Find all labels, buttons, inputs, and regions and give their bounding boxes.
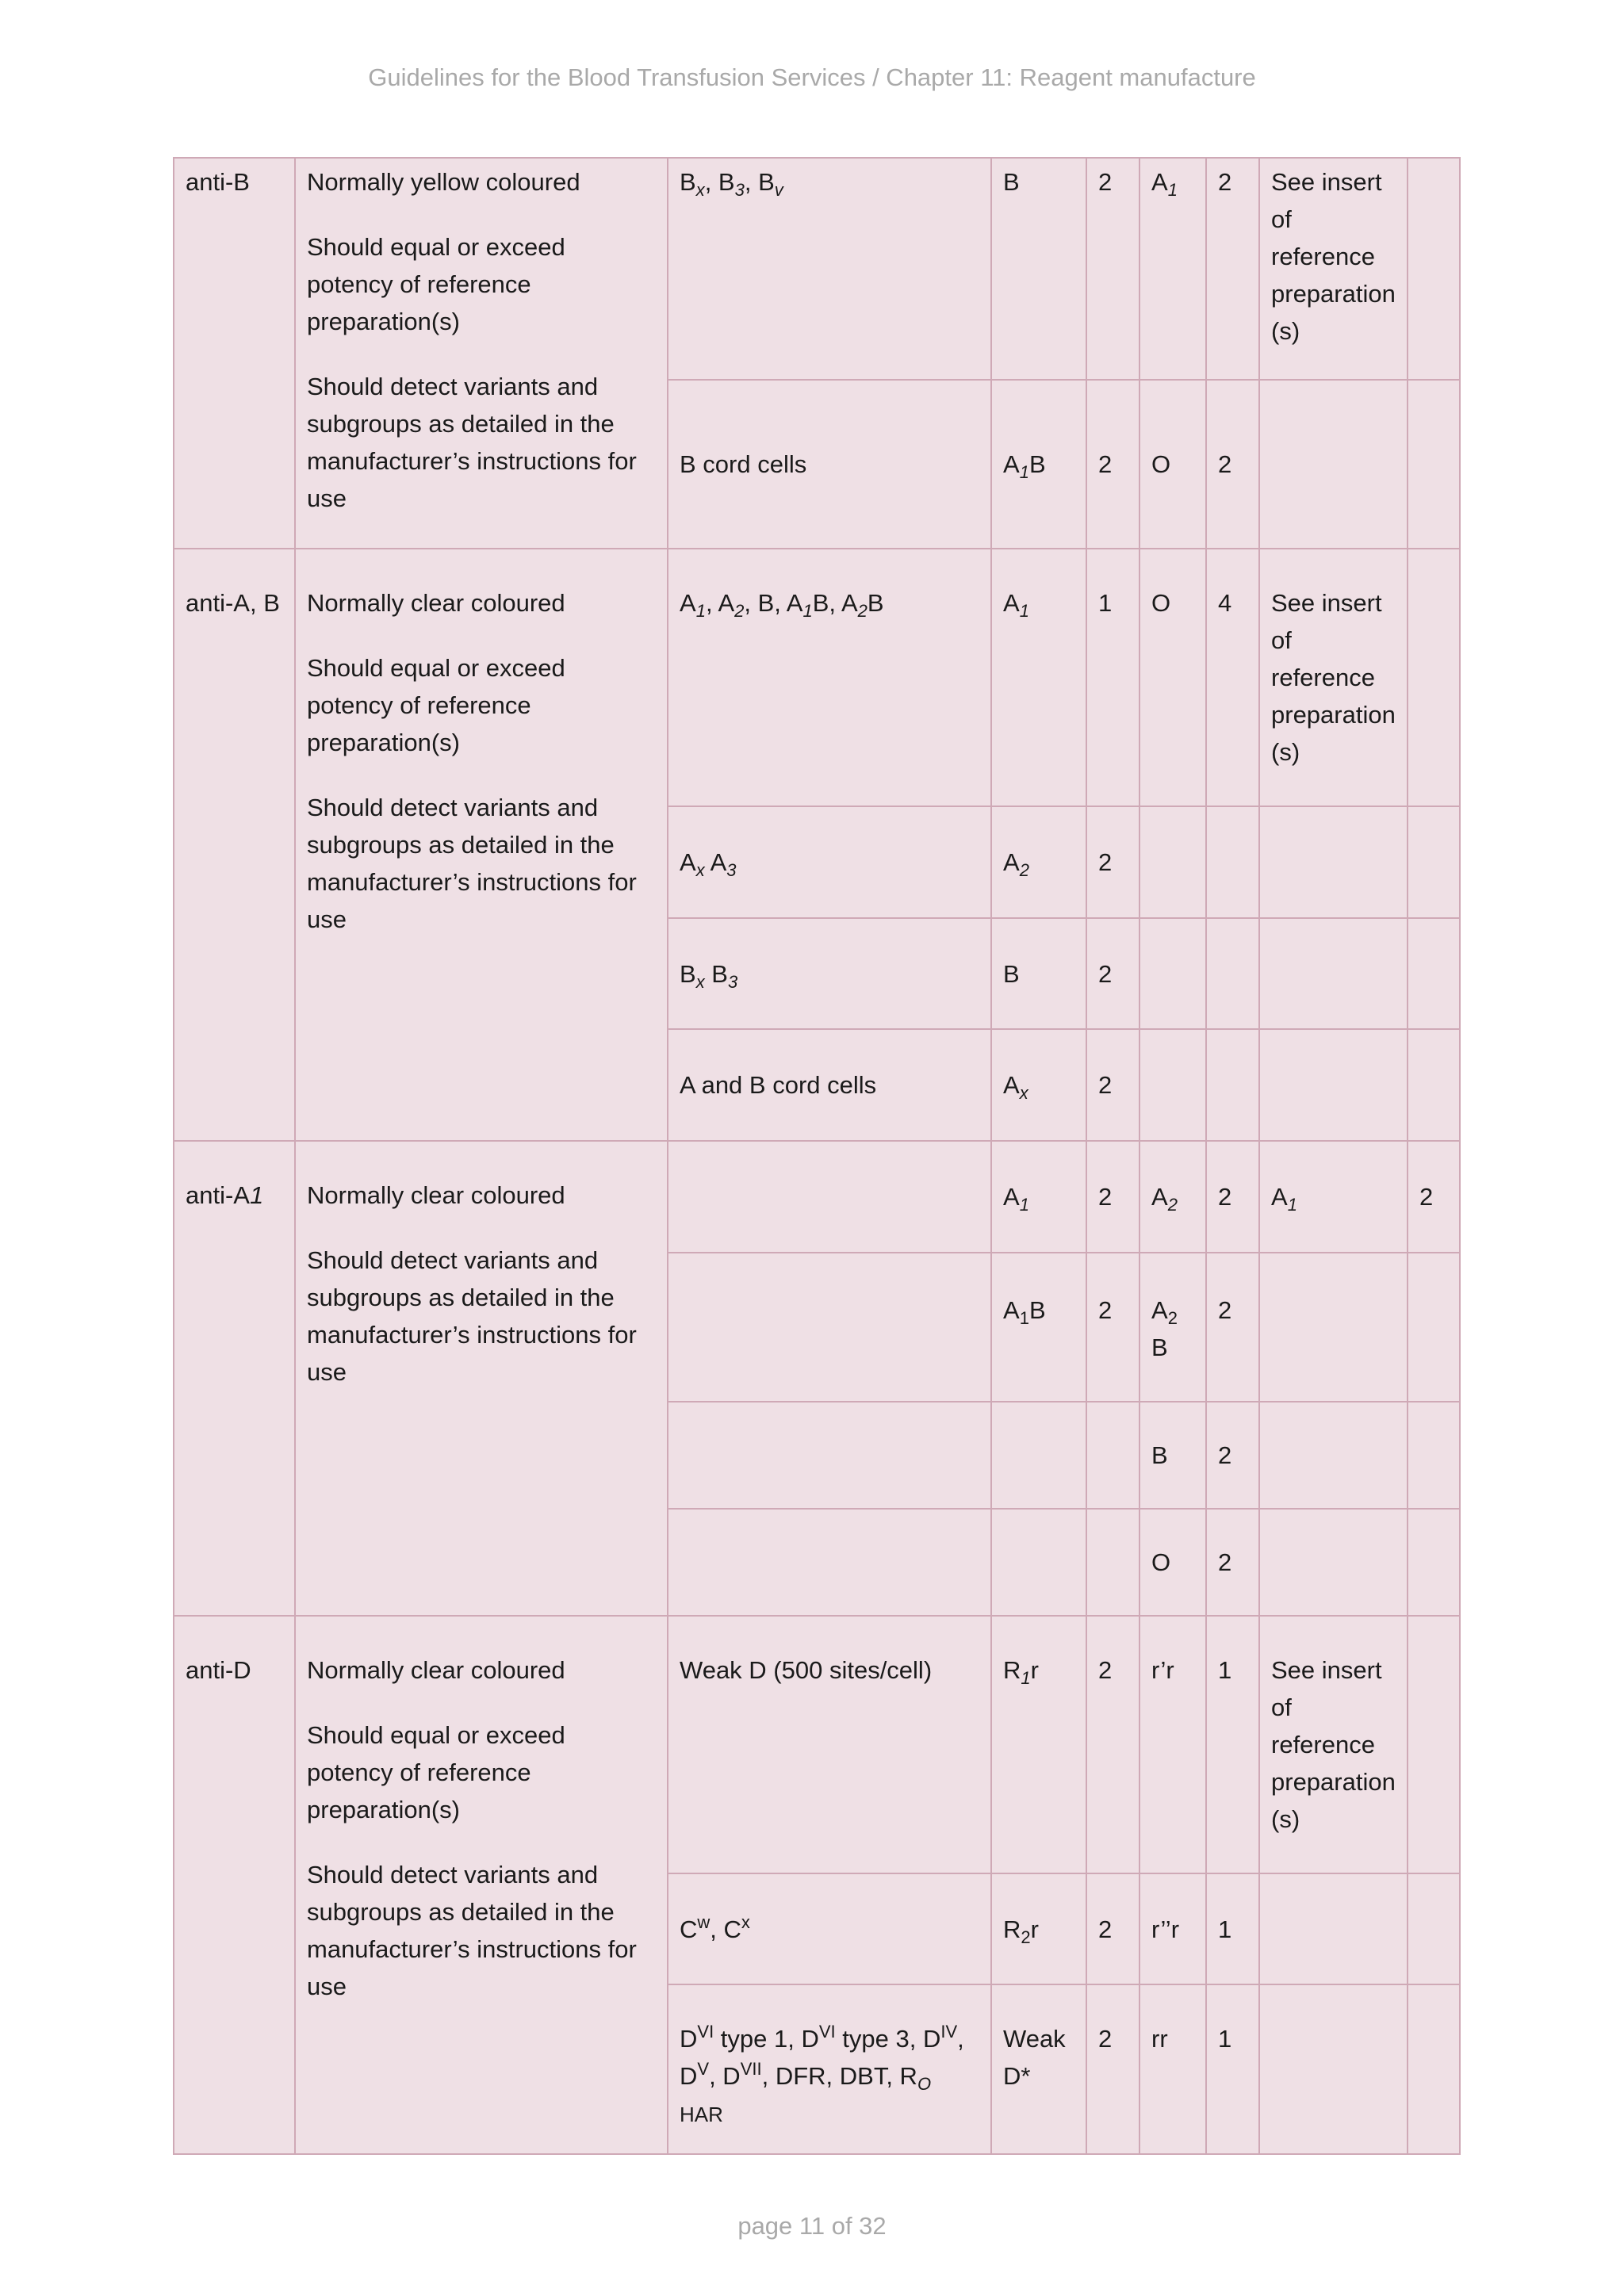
- count: 1: [1206, 1873, 1259, 1984]
- positive-cells: $A_1$: [991, 1141, 1086, 1253]
- table-row: [174, 549, 1460, 806]
- reagent-requirements: Normally clear coloured Should detect variants and subgroups as detailed in the manufacturer’s instructions for use: [295, 1141, 668, 1616]
- count: 2: [1086, 158, 1139, 380]
- table-row: [174, 1141, 1460, 1253]
- reagent-requirements: Normally clear coloured Should equal or exceed potency of reference preparation(s) Should detect variants and subgroups as detailed in the manufacturer’s instructions for use: [295, 549, 668, 1141]
- count: 2: [1086, 918, 1139, 1029]
- page-number: page 11 of 32: [737, 2212, 887, 2240]
- reference-note: See insert of reference preparation (s): [1259, 1616, 1408, 1873]
- positive-cells: $A_1B$: [991, 380, 1086, 549]
- reference-preparation: $A_1$: [1259, 1141, 1408, 1253]
- positive-cells: $A_2$: [991, 806, 1086, 918]
- count: 2: [1086, 1984, 1139, 2154]
- positive-cells: Weak D*: [991, 1984, 1086, 2154]
- negative-cells: $A_1$: [1139, 158, 1206, 380]
- positive-cells: B: [991, 158, 1086, 380]
- reference-note: See insert of reference preparation (s): [1259, 158, 1408, 380]
- negative-cells: O: [1139, 380, 1206, 549]
- positive-cells: $A_1B$: [991, 1253, 1086, 1402]
- reagent-spec-table: [173, 157, 1461, 2155]
- table-row: [174, 1616, 1460, 1873]
- reference-note: See insert of reference preparation (s): [1259, 549, 1408, 806]
- page-header: Guidelines for the Blood Transfusion Services / Chapter 11: Reagent manufacture: [368, 63, 1256, 91]
- variant-cells: B cord cells: [668, 380, 991, 549]
- positive-cells: $A_x$: [991, 1029, 1086, 1141]
- variant-cells: $B_x$, $B_3$, $B_v$: [668, 158, 991, 380]
- count: 2: [1206, 1509, 1259, 1616]
- variant-cells: $A_x$ $A_3$: [668, 806, 991, 918]
- count: 2: [1086, 1141, 1139, 1253]
- variant-cells: A and B cord cells: [668, 1029, 991, 1141]
- count: 2: [1086, 806, 1139, 918]
- reagent-requirements: Normally clear coloured Should equal or exceed potency of reference preparation(s) Should detect variants and subgroups as detailed in the manufacturer’s instructions for use: [295, 1616, 668, 2154]
- count: 2: [1408, 1141, 1460, 1253]
- count: 2: [1206, 380, 1259, 549]
- count: 2: [1086, 1616, 1139, 1873]
- variant-cells: $D^{VI}$ type 1, $D^{VI}$ type 3, $D^{IV}$, $D^V$, $D^{VII}$, DFR, DBT, $R_O$ HAR: [668, 1984, 991, 2154]
- variant-cells: $C^w$, $C^x$: [668, 1873, 991, 1984]
- reagent-name: anti-D: [174, 1616, 295, 2154]
- negative-cells: $A_2$ B: [1139, 1253, 1206, 1402]
- positive-cells: $R_1r$: [991, 1616, 1086, 1873]
- negative-cells: B: [1139, 1402, 1206, 1509]
- positive-cells: $A_1$: [991, 549, 1086, 806]
- count: 2: [1206, 158, 1259, 380]
- count: 2: [1086, 1253, 1139, 1402]
- reagent-name: anti-A1: [174, 1141, 295, 1616]
- table-row: [174, 158, 1460, 380]
- variant-cells: Weak D (500 sites/cell): [668, 1616, 991, 1873]
- count: 1: [1206, 1616, 1259, 1873]
- negative-cells: r’r: [1139, 1616, 1206, 1873]
- count: 1: [1086, 549, 1139, 806]
- count: 2: [1206, 1141, 1259, 1253]
- variant-cells: $A_1$, $A_2$, B, $A_1B$, $A_2B$: [668, 549, 991, 806]
- reagent-requirements: Normally yellow coloured Should equal or exceed potency of reference preparation(s) Should detect variants and subgroups as detailed in the manufacturer’s instructions for use: [295, 158, 668, 549]
- count: 2: [1206, 1253, 1259, 1402]
- negative-cells: r’’r: [1139, 1873, 1206, 1984]
- negative-cells: O: [1139, 549, 1206, 806]
- count: 4: [1206, 549, 1259, 806]
- count: 2: [1086, 1873, 1139, 1984]
- count: 2: [1086, 380, 1139, 549]
- negative-cells: O: [1139, 1509, 1206, 1616]
- positive-cells: $R_2r$: [991, 1873, 1086, 1984]
- negative-cells: rr: [1139, 1984, 1206, 2154]
- count: 2: [1086, 1029, 1139, 1141]
- negative-cells: $A_2$: [1139, 1141, 1206, 1253]
- reagent-name: anti-B: [174, 158, 295, 549]
- variant-cells: $B_x$ $B_3$: [668, 918, 991, 1029]
- count: 2: [1206, 1402, 1259, 1509]
- reagent-name: anti-A, B: [174, 549, 295, 1141]
- count: 1: [1206, 1984, 1259, 2154]
- positive-cells: B: [991, 918, 1086, 1029]
